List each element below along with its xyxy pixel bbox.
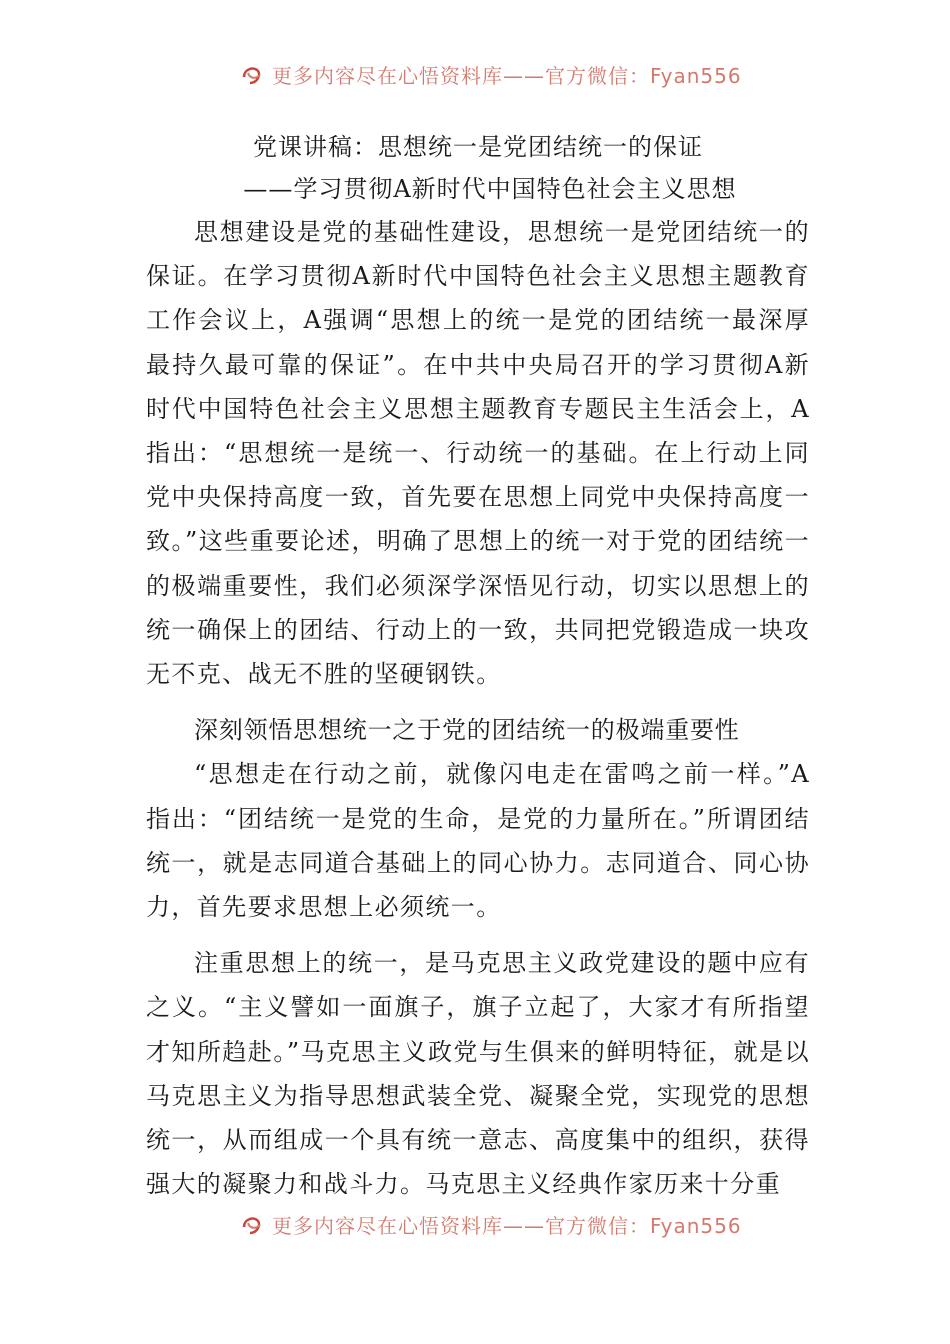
watermark-text: 更多内容尽在心悟资料库——官方微信：Fyan556: [272, 64, 742, 88]
logo-icon: [240, 1213, 264, 1237]
document-title: 党课讲稿：思想统一是党团结统一的保证: [253, 133, 703, 161]
document-subtitle: ——学习贯彻A新时代中国特色社会主义思想: [243, 175, 737, 203]
logo-icon: [240, 63, 264, 87]
spacer: [146, 696, 810, 708]
paragraph-intro: 思想建设是党的基础性建设，思想统一是党团结统一的保证。在学习贯彻A新时代中国特色社会主义思想主题教育工作会议上，A强调“思想上的统一是党的团结统一最深厚最持久最可靠的保证”。在中共中央局召开的学习贯彻A新时代中国特色社会主义思想主题教育专题民主生活会上，A指出：“思想统一是统一、行动统一的基础。在上行动上同党中央保持高度一致，首先要在思想上同党中央保持高度一致。”这些重要论述，明确了思想上的统一对于党的团结统一的极端重要性，我们必须深学深悟见行动，切实以思想上的统一确保上的团结、行动上的一致，共同把党锻造成一块攻无不克、战无不胜的坚硬钢铁。: [146, 218, 810, 689]
watermark-text: 更多内容尽在心悟资料库——官方微信：Fyan556: [272, 1214, 742, 1238]
spacer: [146, 929, 810, 941]
watermark-header: [0, 50, 950, 90]
paragraph-quote: “思想走在行动之前，就像闪电走在雷鸣之前一样。”A指出：“团结统一是党的生命，是党的力量所在。”所谓团结统一，就是志同道合基础上的同心协力。志同道合、同心协力，首先要求思想上必须统一。: [146, 760, 810, 922]
document-body: [146, 126, 810, 1206]
section-heading: 深刻领悟思想统一之于党的团结统一的极端重要性: [194, 716, 740, 745]
paragraph-marxism: 注重思想上的统一，是马克思主义政党建设的题中应有之义。“主义譬如一面旗子，旗子立起了，大家才有所指望才知所趋赴。”马克思主义政党与生俱来的鲜明特征，就是以马克思主义为指导思想武装全党、凝聚全党，实现党的思想统一，从而组成一个具有统一意志、高度集中的组织，获得强大的凝聚力和战斗力。马克思主义经典作家历来十分重: [146, 949, 810, 1199]
watermark-footer: [0, 1200, 950, 1240]
